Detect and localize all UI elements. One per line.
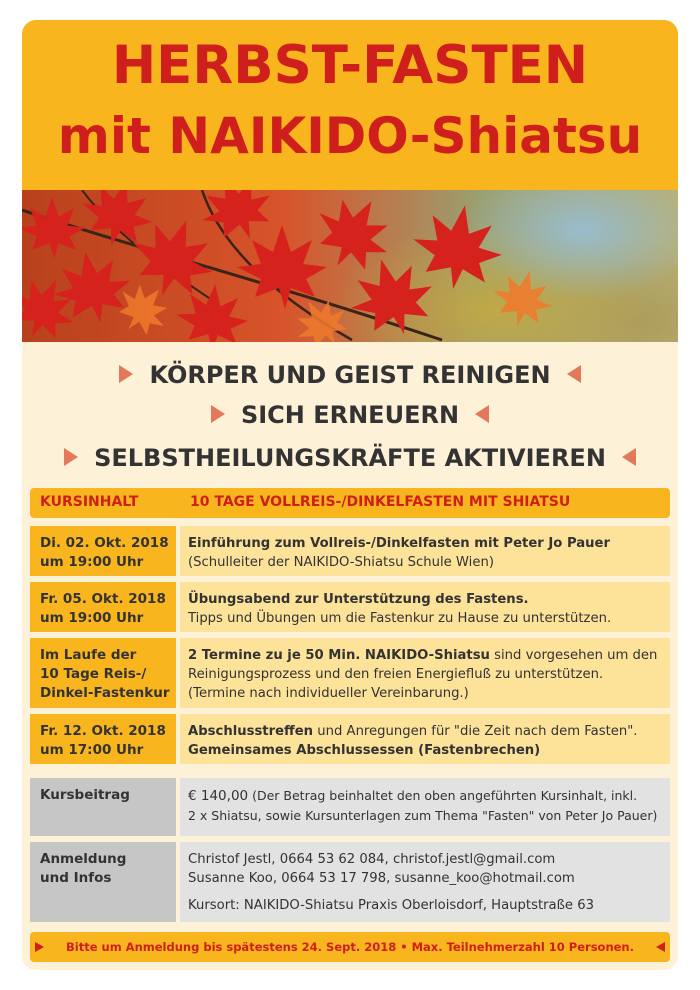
slogan-renew (22, 398, 678, 432)
course-content-header (30, 488, 670, 518)
schedule-description (180, 714, 670, 764)
triangle-left-icon (475, 405, 489, 423)
schedule-row (30, 526, 670, 576)
title-line-2: mit NAIKIDO-Shiatsu (57, 107, 643, 165)
date-line: Dinkel-Fastenkur (40, 685, 170, 701)
slogan-activate (22, 441, 678, 475)
contact-details (180, 842, 670, 922)
course-content-label: KURSINHALT (40, 494, 139, 510)
schedule-row (30, 638, 670, 708)
event-detail: und Anregungen für "die Zeit nach dem Fasten". (313, 724, 638, 739)
event-detail: (Termine nach individueller Vereinbarung.) (188, 686, 469, 701)
event-detail-bold: Gemeinsames Abschlussessen (Fastenbrechen) (188, 743, 541, 758)
date-line: Im Laufe der (40, 647, 137, 663)
slogan-cleanse (22, 358, 678, 392)
event-title: Einführung zum Vollreis-/Dinkelfasten mit Peter Jo Pauer (188, 536, 610, 551)
maple-leaves-illustration (22, 190, 678, 342)
event-title: Übungsabend zur Unterstützung des Fastens. (188, 592, 529, 607)
triangle-left-icon (622, 448, 636, 466)
fee-description (180, 778, 670, 836)
date-line: 10 Tage Reis-/ (40, 666, 147, 682)
event-detail: sind vorgesehen um den (489, 648, 658, 663)
fee-note: 2 x Shiatsu, sowie Kursunterlagen zum Thema "Fasten" von Peter Jo Pauer) (188, 808, 658, 823)
maple-leaves-photo (22, 190, 678, 342)
contact-label-text: und Infos (40, 870, 112, 886)
schedule-date (30, 582, 176, 632)
triangle-left-icon (567, 365, 581, 383)
footer-text: Bitte um Anmeldung bis spätestens 24. Sept. 2018 • Max. Teilnehmerzahl 10 Personen. (66, 940, 634, 954)
schedule-date (30, 526, 176, 576)
footer-banner (30, 932, 670, 962)
time-line: um 17:00 Uhr (40, 742, 144, 758)
contact-row (30, 842, 670, 922)
contact-line: Susanne Koo, 0664 53 17 798, susanne_koo@hotmail.com (188, 871, 575, 886)
schedule-description (180, 526, 670, 576)
fee-row (30, 778, 670, 836)
slogan-text: SELBSTHEILUNGSKRÄFTE AKTIVIEREN (94, 444, 606, 472)
contact-label-text: Anmeldung (40, 851, 127, 867)
course-content-title: 10 TAGE VOLLREIS-/DINKELFASTEN MIT SHIATSU (190, 494, 571, 510)
title-line-1: HERBST-FASTEN (111, 35, 589, 96)
time-line: um 19:00 Uhr (40, 610, 144, 626)
triangle-right-icon (211, 405, 225, 423)
course-location: Kursort: NAIKIDO-Shiatsu Praxis Oberloisdorf, Hauptstraße 63 (188, 898, 595, 913)
fee-label-text: Kursbeitrag (40, 787, 130, 803)
event-detail: (Schulleiter der NAIKIDO-Shiatsu Schule Wien) (188, 555, 494, 570)
triangle-right-icon (35, 942, 44, 952)
contact-line: Christof Jestl, 0664 53 62 084, christof.jestl@gmail.com (188, 852, 556, 867)
schedule-date (30, 638, 176, 708)
slogan-text: KÖRPER UND GEIST REINIGEN (149, 361, 551, 389)
time-line: um 19:00 Uhr (40, 554, 144, 570)
fee-label (30, 778, 176, 836)
event-detail: Tipps und Übungen um die Fastenkur zu Hause zu unterstützen. (188, 611, 612, 626)
date-line: Fr. 12. Okt. 2018 (40, 723, 166, 739)
header-banner (22, 20, 678, 190)
triangle-right-icon (64, 448, 78, 466)
date-line: Fr. 05. Okt. 2018 (40, 591, 166, 607)
event-detail: Reinigungsprozess und den freien Energiefluß zu unterstützen. (188, 667, 604, 682)
fee-amount: € 140,00 (188, 788, 249, 804)
fee-note: (Der Betrag beinhaltet den oben angeführten Kursinhalt, inkl. (248, 788, 638, 803)
triangle-right-icon (119, 365, 133, 383)
event-title: 2 Termine zu je 50 Min. NAIKIDO-Shiatsu (188, 648, 490, 663)
schedule-date (30, 714, 176, 764)
schedule-row (30, 714, 670, 764)
flyer-card (22, 20, 678, 970)
schedule-row (30, 582, 670, 632)
schedule-description (180, 582, 670, 632)
slogan-text: SICH ERNEUERN (240, 401, 460, 429)
triangle-left-icon (656, 942, 665, 952)
contact-label (30, 842, 176, 922)
schedule-description (180, 638, 670, 708)
event-title: Abschlusstreffen (188, 724, 314, 739)
date-line: Di. 02. Okt. 2018 (40, 535, 169, 551)
